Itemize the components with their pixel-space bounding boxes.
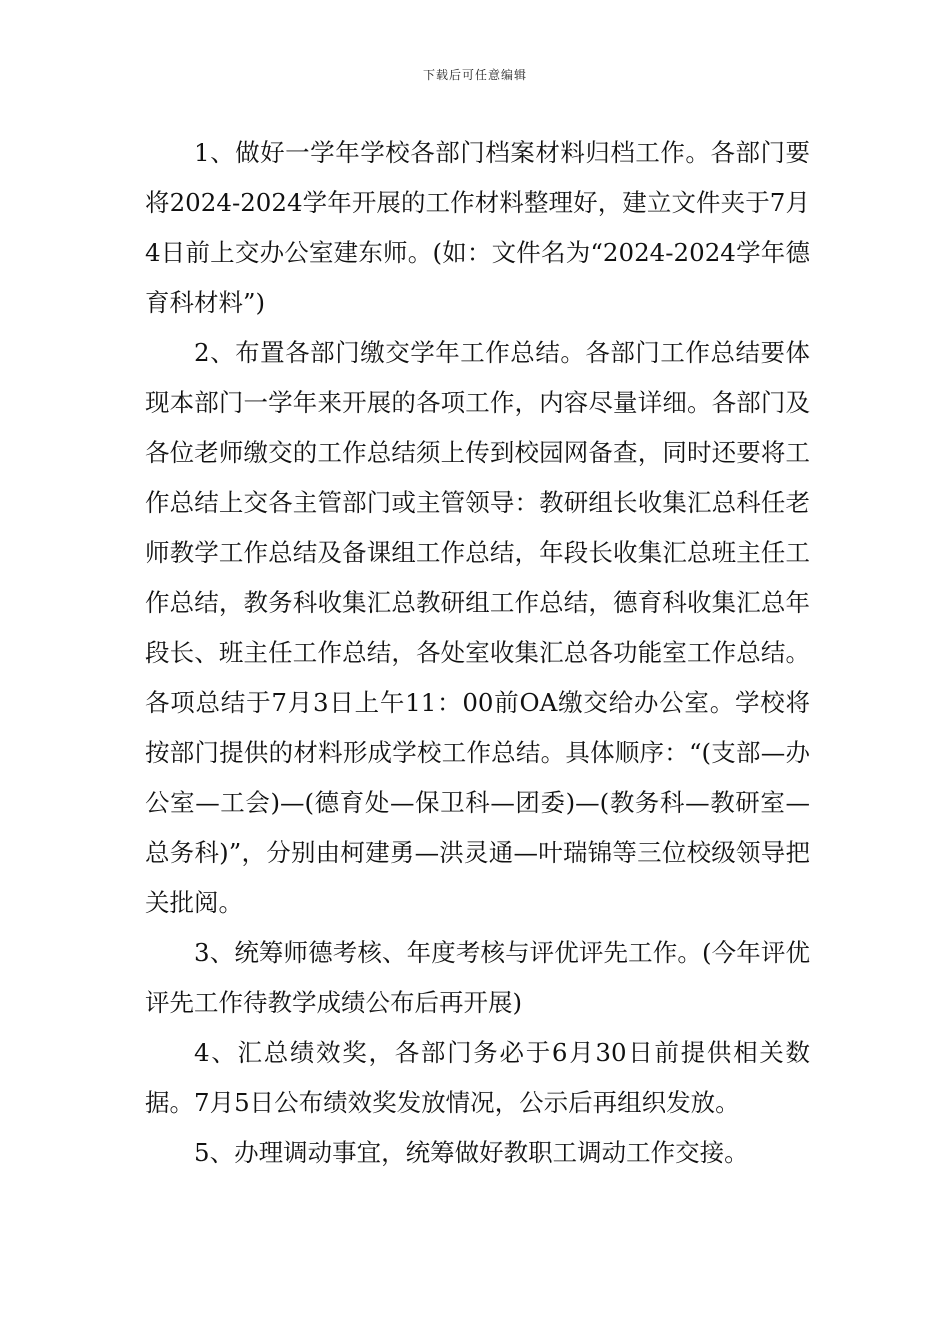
paragraph-1: 1、做好一学年学校各部门档案材料归档工作。各部门要将2024-2024学年开展的工作材料整理好，建立文件夹于7月4日前上交办公室建东师。(如：文件名为“2024-2024学年德育科材料”) bbox=[145, 138, 810, 317]
header-note: 下载后可任意编辑 bbox=[422, 68, 527, 82]
paragraph-3: 3、统筹师德考核、年度考核与评优评先工作。(今年评优评先工作待教学成绩公布后再开展) bbox=[145, 938, 810, 1017]
paragraph-4: 4、汇总绩效奖，各部门务必于6月30日前提供相关数据。7月5日公布绩效奖发放情况，公示后再组织发放。 bbox=[145, 1038, 810, 1117]
document-body bbox=[145, 128, 810, 1178]
paragraph-5: 5、办理调动事宜，统筹做好教职工调动工作交接。 bbox=[194, 1138, 749, 1167]
paragraph-2: 2、布置各部门缴交学年工作总结。各部门工作总结要体现本部门一学年来开展的各项工作，内容尽量详细。各部门及各位老师缴交的工作总结须上传到校园网备查，同时还要将工作总结上交各主管部门或主管领导：教研组长收集汇总科任老师教学工作总结及备课组工作总结，年段长收集汇总班主任工作总结，教务科收集汇总教研组工作总结，德育科收集汇总年段长、班主任工作总结，各处室收集汇总各功能室工作总结。各项总结于7月3日上午11：00前OA缴交给办公室。学校将按部门提供的材料形成学校工作总结。具体顺序：“(支部—办公室—工会)—(德育处—保卫科—团委)—(教务科—教研室—总务科)”，分别由柯建勇—洪灵通—叶瑞锦等三位校级领导把关批阅。 bbox=[145, 338, 810, 917]
